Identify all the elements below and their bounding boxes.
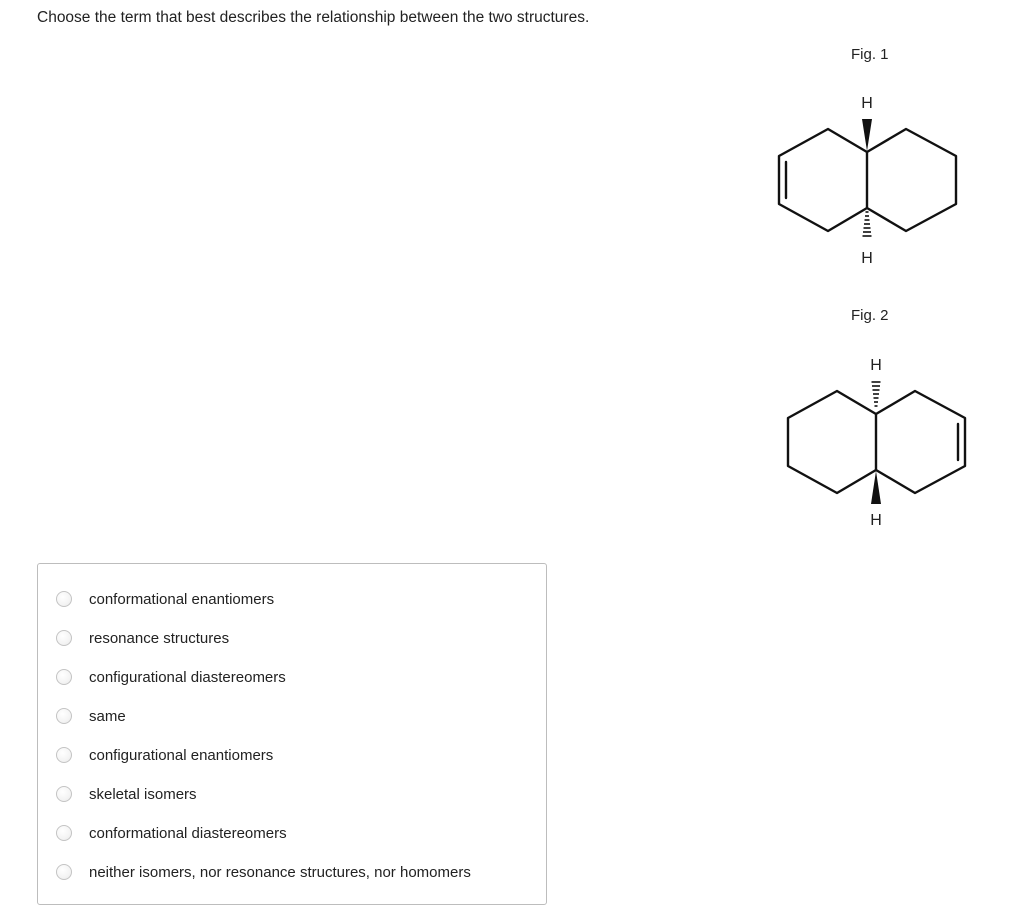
radio-button[interactable] xyxy=(56,786,72,802)
fig-1-hash-bond xyxy=(863,212,872,236)
option-label[interactable]: conformational diastereomers xyxy=(89,824,287,842)
fig-1-left-ring xyxy=(779,129,867,231)
fig-2-left-ring xyxy=(788,391,876,493)
fig-1-top-h-label: H xyxy=(861,95,873,112)
option-resonance-structures[interactable] xyxy=(56,627,229,649)
fig-2-structure xyxy=(778,350,978,540)
question-text: Choose the term that best describes the relationship between the two structures. xyxy=(37,9,590,26)
fig-1-structure xyxy=(770,88,970,278)
option-label[interactable]: resonance structures xyxy=(89,629,230,647)
option-configurational-diastereomers[interactable] xyxy=(56,666,286,688)
option-conformational-diastereomers[interactable] xyxy=(56,822,287,844)
fig-1-molecule-svg xyxy=(770,88,970,273)
option-label[interactable]: conformational enantiomers xyxy=(89,590,275,608)
radio-button[interactable] xyxy=(56,864,72,880)
option-conformational-enantiomers[interactable] xyxy=(56,588,274,610)
option-label[interactable]: configurational enantiomers xyxy=(89,746,274,764)
answer-options-box xyxy=(37,563,547,905)
option-configurational-enantiomers[interactable] xyxy=(56,744,273,766)
radio-button[interactable] xyxy=(56,747,72,763)
radio-button[interactable] xyxy=(56,630,72,646)
option-same[interactable] xyxy=(56,705,126,727)
radio-button[interactable] xyxy=(56,669,72,685)
fig-1-right-ring xyxy=(867,129,956,231)
fig-2-molecule-svg xyxy=(778,350,978,535)
option-neither[interactable] xyxy=(56,861,471,883)
fig-2-wedge-bond xyxy=(871,471,881,504)
fig-1-label: Fig. 1 xyxy=(851,46,889,63)
option-label[interactable]: skeletal isomers xyxy=(89,785,197,803)
option-skeletal-isomers[interactable] xyxy=(56,783,197,805)
fig-2-hash-bond xyxy=(872,382,881,406)
radio-button[interactable] xyxy=(56,825,72,841)
fig-2-label: Fig. 2 xyxy=(851,307,889,324)
option-label[interactable]: neither isomers, nor resonance structures, nor homomers xyxy=(89,863,471,881)
fig-2-right-ring xyxy=(876,391,965,493)
option-label[interactable]: same xyxy=(89,707,126,725)
fig-2-top-h-label: H xyxy=(870,357,882,374)
radio-button[interactable] xyxy=(56,591,72,607)
fig-1-bottom-h-label: H xyxy=(861,250,873,267)
radio-button[interactable] xyxy=(56,708,72,724)
fig-1-wedge-bond xyxy=(862,119,872,151)
fig-2-bottom-h-label: H xyxy=(870,512,882,529)
option-label[interactable]: configurational diastereomers xyxy=(89,668,286,686)
